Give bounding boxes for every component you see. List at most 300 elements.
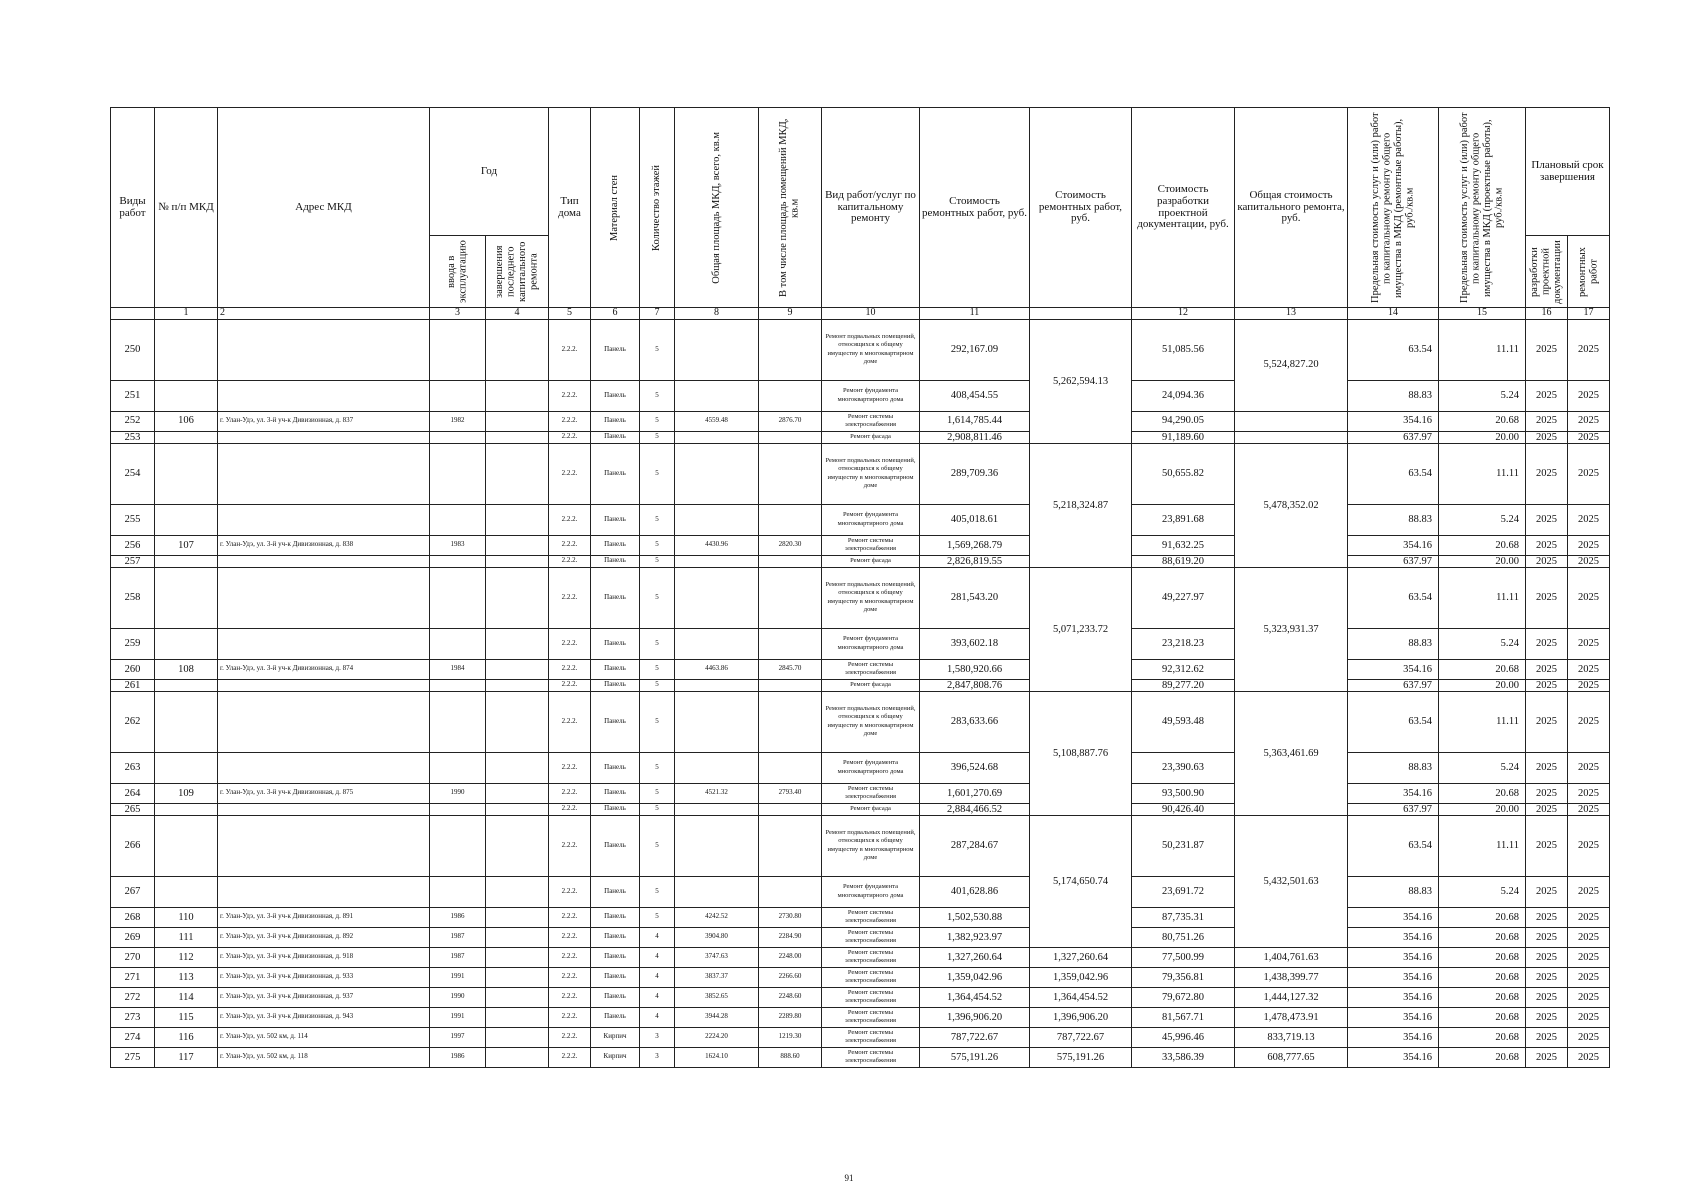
floors: 5: [640, 319, 675, 380]
table-row: [111, 783, 1610, 803]
work-type: Ремонт системы электроснабжения: [822, 927, 920, 947]
year-commission: 1997: [430, 1027, 486, 1047]
limit-repair: 354.16: [1348, 411, 1439, 431]
plan-repair-year: 2025: [1568, 947, 1610, 967]
floors: 5: [640, 659, 675, 679]
page-number: 91: [844, 1173, 854, 1183]
house-type: 2.2.2.: [549, 411, 591, 431]
table-row: [111, 628, 1610, 659]
table-row: [111, 876, 1610, 907]
total-area: 4430.96: [675, 535, 759, 555]
year-commission: 1990: [430, 783, 486, 803]
total-cost: [1235, 411, 1348, 431]
total-cost-merged: 5,478,352.02: [1235, 443, 1348, 567]
design-cost: 91,189.60: [1132, 431, 1235, 443]
wall-material: Панель: [591, 783, 640, 803]
design-cost: 23,390.63: [1132, 752, 1235, 783]
design-cost: 91,632.25: [1132, 535, 1235, 555]
total-area: 3904.80: [675, 927, 759, 947]
limit-design: 20.68: [1439, 783, 1526, 803]
limit-repair: 63.54: [1348, 319, 1439, 380]
mkd-number: [155, 380, 218, 411]
total-area: [675, 431, 759, 443]
mkd-number: [155, 876, 218, 907]
address-cell: г. Улан-Удэ, ул. 3-й уч-к Дивизионная, д. 891: [218, 907, 430, 927]
work-type: Ремонт подвальных помещений, относящихся к общему имуществу в многоквартирном доме: [822, 815, 920, 876]
floors: 3: [640, 1047, 675, 1067]
mkd-number: 115: [155, 1007, 218, 1027]
address-cell: г. Улан-Удэ, ул. 502 км, д. 118: [218, 1047, 430, 1067]
plan-design-year: 2025: [1526, 555, 1568, 567]
premises-area: [759, 752, 822, 783]
row-number: 251: [111, 380, 155, 411]
house-type: 2.2.2.: [549, 967, 591, 987]
premises-area: 2793.40: [759, 783, 822, 803]
repair-cost-merged: 5,218,324.87: [1030, 443, 1132, 567]
table-row: [111, 967, 1610, 987]
design-cost: 80,751.26: [1132, 927, 1235, 947]
design-cost: 94,290.05: [1132, 411, 1235, 431]
address-cell: г. Улан-Удэ, ул. 3-й уч-к Дивизионная, д. 875: [218, 783, 430, 803]
repair-cost: 575,191.26: [920, 1047, 1030, 1067]
column-number: 10: [822, 308, 920, 320]
total-area: [675, 691, 759, 752]
year-commission: 1984: [430, 659, 486, 679]
year-last-repair: [486, 876, 549, 907]
header-repair-cost-2: Стоимость ремонтных работ, руб.: [1030, 108, 1132, 308]
floors: 5: [640, 535, 675, 555]
header-repair-cost: Стоимость ремонтных работ, руб.: [920, 108, 1030, 308]
column-number: 8: [675, 308, 759, 320]
repair-cost-2: 1,396,906.20: [1030, 1007, 1132, 1027]
year-last-repair: [486, 628, 549, 659]
repair-cost: 2,826,819.55: [920, 555, 1030, 567]
design-cost: 24,094.36: [1132, 380, 1235, 411]
year-commission: [430, 752, 486, 783]
column-number: 17: [1568, 308, 1610, 320]
total-cost: 1,438,399.77: [1235, 967, 1348, 987]
floors: 5: [640, 803, 675, 815]
row-number: 268: [111, 907, 155, 927]
header-limit-repair: Предельная стоимость услуг и (или) работ по капитальному ремонту общего имущества в МКД (ремонтные работы), руб./кв.м: [1348, 108, 1439, 308]
house-type: 2.2.2.: [549, 987, 591, 1007]
plan-repair-year: 2025: [1568, 555, 1610, 567]
limit-repair: 354.16: [1348, 1027, 1439, 1047]
table-row: [111, 567, 1610, 628]
design-cost: 87,735.31: [1132, 907, 1235, 927]
repair-cost-merged: 5,174,650.74: [1030, 815, 1132, 947]
wall-material: Панель: [591, 679, 640, 691]
house-type: 2.2.2.: [549, 815, 591, 876]
total-area: [675, 567, 759, 628]
limit-design: 20.68: [1439, 907, 1526, 927]
repair-cost-2: 1,359,042.96: [1030, 967, 1132, 987]
mkd-number: [155, 504, 218, 535]
year-last-repair: [486, 752, 549, 783]
plan-repair-year: 2025: [1568, 752, 1610, 783]
house-type: 2.2.2.: [549, 907, 591, 927]
limit-repair: 354.16: [1348, 535, 1439, 555]
design-cost: 90,426.40: [1132, 803, 1235, 815]
table-row: [111, 1007, 1610, 1027]
house-type: 2.2.2.: [549, 691, 591, 752]
mkd-number: 107: [155, 535, 218, 555]
floors: 5: [640, 907, 675, 927]
premises-area: 2820.30: [759, 535, 822, 555]
row-number: 263: [111, 752, 155, 783]
year-last-repair: [486, 987, 549, 1007]
premises-area: [759, 691, 822, 752]
total-area: 3852.65: [675, 987, 759, 1007]
work-type: Ремонт системы электроснабжения: [822, 411, 920, 431]
row-number: 258: [111, 567, 155, 628]
premises-area: [759, 443, 822, 504]
design-cost: 49,593.48: [1132, 691, 1235, 752]
header-plan-group: Плановый срок завершения: [1526, 108, 1610, 236]
total-area: [675, 504, 759, 535]
limit-design: 20.00: [1439, 431, 1526, 443]
row-number: 264: [111, 783, 155, 803]
plan-repair-year: 2025: [1568, 967, 1610, 987]
total-area: [675, 803, 759, 815]
work-type: Ремонт фундамента многоквартирного дома: [822, 628, 920, 659]
floors: 5: [640, 443, 675, 504]
plan-repair-year: 2025: [1568, 876, 1610, 907]
total-cost: [1235, 431, 1348, 443]
table-row: [111, 987, 1610, 1007]
design-cost: 81,567.71: [1132, 1007, 1235, 1027]
header-limit-design: Предельная стоимость услуг и (или) работ по капитальному ремонту общего имущества в МКД (проектные работы), руб./кв.м: [1439, 108, 1526, 308]
total-area: [675, 380, 759, 411]
table-row: [111, 411, 1610, 431]
table-row: [111, 1047, 1610, 1067]
total-area: 4242.52: [675, 907, 759, 927]
year-last-repair: [486, 535, 549, 555]
mkd-number: 109: [155, 783, 218, 803]
work-type: Ремонт подвальных помещений, относящихся к общему имуществу в многоквартирном доме: [822, 443, 920, 504]
limit-design: 20.68: [1439, 535, 1526, 555]
year-last-repair: [486, 691, 549, 752]
wall-material: Панель: [591, 443, 640, 504]
address-cell: г. Улан-Удэ, ул. 3-й уч-к Дивизионная, д. 943: [218, 1007, 430, 1027]
plan-repair-year: 2025: [1568, 987, 1610, 1007]
work-type: Ремонт фундамента многоквартирного дома: [822, 752, 920, 783]
premises-area: 888.60: [759, 1047, 822, 1067]
floors: 5: [640, 380, 675, 411]
row-number: 272: [111, 987, 155, 1007]
design-cost: 51,085.56: [1132, 319, 1235, 380]
plan-design-year: 2025: [1526, 691, 1568, 752]
header-design-cost: Стоимость разработки проектной документации, руб.: [1132, 108, 1235, 308]
limit-repair: 637.97: [1348, 431, 1439, 443]
repair-cost: 287,284.67: [920, 815, 1030, 876]
limit-design: 11.11: [1439, 319, 1526, 380]
mkd-number: 111: [155, 927, 218, 947]
premises-area: [759, 876, 822, 907]
column-number: [1030, 308, 1132, 320]
table-row: [111, 504, 1610, 535]
premises-area: 2284.90: [759, 927, 822, 947]
row-number: 261: [111, 679, 155, 691]
limit-repair: 354.16: [1348, 783, 1439, 803]
work-type: Ремонт подвальных помещений, относящихся к общему имуществу в многоквартирном доме: [822, 691, 920, 752]
mkd-number: [155, 628, 218, 659]
year-last-repair: [486, 443, 549, 504]
mkd-number: 108: [155, 659, 218, 679]
address-cell: [218, 691, 430, 752]
total-cost: 1,404,761.63: [1235, 947, 1348, 967]
column-number: 16: [1526, 308, 1568, 320]
limit-repair: 354.16: [1348, 927, 1439, 947]
address-cell: [218, 679, 430, 691]
repair-cost-2: 1,327,260.64: [1030, 947, 1132, 967]
mkd-number: [155, 752, 218, 783]
wall-material: Панель: [591, 927, 640, 947]
limit-design: 20.68: [1439, 1007, 1526, 1027]
wall-material: Панель: [591, 947, 640, 967]
limit-design: 20.68: [1439, 967, 1526, 987]
total-area: [675, 679, 759, 691]
address-cell: [218, 504, 430, 535]
table-row: [111, 1027, 1610, 1047]
plan-design-year: 2025: [1526, 967, 1568, 987]
house-type: 2.2.2.: [549, 927, 591, 947]
repair-cost: 2,884,466.52: [920, 803, 1030, 815]
design-cost: 33,586.39: [1132, 1047, 1235, 1067]
year-last-repair: [486, 504, 549, 535]
limit-repair: 354.16: [1348, 1047, 1439, 1067]
mkd-number: 116: [155, 1027, 218, 1047]
address-cell: [218, 628, 430, 659]
limit-design: 20.68: [1439, 947, 1526, 967]
year-commission: [430, 815, 486, 876]
repair-cost: 283,633.66: [920, 691, 1030, 752]
repair-cost: 1,364,454.52: [920, 987, 1030, 1007]
plan-design-year: 2025: [1526, 783, 1568, 803]
row-number: 254: [111, 443, 155, 504]
plan-repair-year: 2025: [1568, 907, 1610, 927]
address-cell: [218, 815, 430, 876]
repair-cost: 787,722.67: [920, 1027, 1030, 1047]
wall-material: Панель: [591, 1007, 640, 1027]
header-total-area: Общая площадь МКД, всего, кв.м: [675, 108, 759, 308]
limit-repair: 637.97: [1348, 679, 1439, 691]
year-commission: [430, 380, 486, 411]
floors: 5: [640, 679, 675, 691]
wall-material: Панель: [591, 907, 640, 927]
repair-cost: 1,569,268.79: [920, 535, 1030, 555]
address-cell: г. Улан-Удэ, ул. 3-й уч-к Дивизионная, д. 933: [218, 967, 430, 987]
wall-material: Панель: [591, 535, 640, 555]
plan-repair-year: 2025: [1568, 691, 1610, 752]
house-type: 2.2.2.: [549, 783, 591, 803]
repair-cost: 292,167.09: [920, 319, 1030, 380]
limit-design: 5.24: [1439, 628, 1526, 659]
address-cell: [218, 752, 430, 783]
floors: 5: [640, 411, 675, 431]
address-cell: г. Улан-Удэ, ул. 502 км, д. 114: [218, 1027, 430, 1047]
header-year-commission: ввода в эксплуатацию: [430, 236, 486, 308]
wall-material: Кирпич: [591, 1027, 640, 1047]
row-number: 256: [111, 535, 155, 555]
plan-design-year: 2025: [1526, 752, 1568, 783]
plan-repair-year: 2025: [1568, 443, 1610, 504]
address-cell: [218, 380, 430, 411]
house-type: 2.2.2.: [549, 752, 591, 783]
limit-repair: 354.16: [1348, 659, 1439, 679]
year-commission: 1983: [430, 535, 486, 555]
limit-repair: 88.83: [1348, 876, 1439, 907]
limit-design: 11.11: [1439, 815, 1526, 876]
total-area: [675, 555, 759, 567]
premises-area: [759, 803, 822, 815]
premises-area: 2266.60: [759, 967, 822, 987]
limit-repair: 354.16: [1348, 987, 1439, 1007]
header-work-type: Вид работ/услуг по капитальному ремонту: [822, 108, 920, 308]
floors: 5: [640, 504, 675, 535]
year-commission: 1986: [430, 1047, 486, 1067]
mkd-number: 114: [155, 987, 218, 1007]
column-number: 2: [218, 308, 430, 320]
plan-repair-year: 2025: [1568, 380, 1610, 411]
address-cell: [218, 443, 430, 504]
header-mkd-number: № п/п МКД: [155, 108, 218, 308]
year-commission: [430, 628, 486, 659]
column-number: 11: [920, 308, 1030, 320]
table-row: [111, 380, 1610, 411]
year-commission: [430, 691, 486, 752]
premises-area: [759, 679, 822, 691]
column-number: 9: [759, 308, 822, 320]
total-area: [675, 876, 759, 907]
table-row: [111, 691, 1610, 752]
work-type: Ремонт системы электроснабжения: [822, 1007, 920, 1027]
mkd-number: [155, 555, 218, 567]
house-type: 2.2.2.: [549, 876, 591, 907]
table-row: [111, 679, 1610, 691]
premises-area: [759, 504, 822, 535]
mkd-number: 106: [155, 411, 218, 431]
design-cost: 23,891.68: [1132, 504, 1235, 535]
wall-material: Панель: [591, 803, 640, 815]
floors: 4: [640, 967, 675, 987]
row-number: 262: [111, 691, 155, 752]
plan-repair-year: 2025: [1568, 1027, 1610, 1047]
work-type: Ремонт системы электроснабжения: [822, 987, 920, 1007]
premises-area: 2845.70: [759, 659, 822, 679]
row-number: 257: [111, 555, 155, 567]
wall-material: Панель: [591, 752, 640, 783]
plan-design-year: 2025: [1526, 679, 1568, 691]
row-number: 271: [111, 967, 155, 987]
year-last-repair: [486, 907, 549, 927]
header-row-1: [111, 108, 1610, 236]
design-cost: 23,691.72: [1132, 876, 1235, 907]
work-type: Ремонт системы электроснабжения: [822, 947, 920, 967]
repair-cost: 405,018.61: [920, 504, 1030, 535]
repair-cost: 393,602.18: [920, 628, 1030, 659]
limit-repair: 63.54: [1348, 691, 1439, 752]
design-cost: 79,672.80: [1132, 987, 1235, 1007]
header-wall-material: Материал стен: [591, 108, 640, 308]
column-number: 7: [640, 308, 675, 320]
mkd-number: [155, 567, 218, 628]
repair-cost-2: 1,364,454.52: [1030, 987, 1132, 1007]
plan-design-year: 2025: [1526, 927, 1568, 947]
column-number: 4: [486, 308, 549, 320]
year-commission: [430, 431, 486, 443]
mkd-number: [155, 679, 218, 691]
design-cost: 79,356.81: [1132, 967, 1235, 987]
year-commission: [430, 803, 486, 815]
repair-cost: 396,524.68: [920, 752, 1030, 783]
repair-cost: 281,543.20: [920, 567, 1030, 628]
total-area: 3944.28: [675, 1007, 759, 1027]
plan-design-year: 2025: [1526, 803, 1568, 815]
plan-design-year: 2025: [1526, 504, 1568, 535]
year-last-repair: [486, 1007, 549, 1027]
limit-design: 11.11: [1439, 691, 1526, 752]
table-row: [111, 815, 1610, 876]
plan-repair-year: 2025: [1568, 783, 1610, 803]
row-number: 260: [111, 659, 155, 679]
premises-area: 2730.80: [759, 907, 822, 927]
plan-repair-year: 2025: [1568, 1047, 1610, 1067]
limit-repair: 88.83: [1348, 752, 1439, 783]
plan-design-year: 2025: [1526, 1007, 1568, 1027]
plan-design-year: 2025: [1526, 628, 1568, 659]
mkd-number: [155, 443, 218, 504]
premises-area: [759, 380, 822, 411]
floors: 4: [640, 987, 675, 1007]
repair-cost-merged: 5,071,233.72: [1030, 567, 1132, 691]
table-row: [111, 907, 1610, 927]
total-area: [675, 752, 759, 783]
floors: 5: [640, 783, 675, 803]
column-number: 13: [1235, 308, 1348, 320]
year-last-repair: [486, 947, 549, 967]
row-number: 259: [111, 628, 155, 659]
total-area: [675, 443, 759, 504]
column-number-row: [111, 308, 1610, 320]
work-type: Ремонт фасада: [822, 555, 920, 567]
house-type: 2.2.2.: [549, 679, 591, 691]
limit-design: 20.00: [1439, 679, 1526, 691]
house-type: 2.2.2.: [549, 1047, 591, 1067]
repair-cost: 1,359,042.96: [920, 967, 1030, 987]
table-row: [111, 319, 1610, 380]
address-cell: [218, 319, 430, 380]
repair-cost: 1,580,920.66: [920, 659, 1030, 679]
plan-design-year: 2025: [1526, 319, 1568, 380]
column-number: 3: [430, 308, 486, 320]
premises-area: 2876.70: [759, 411, 822, 431]
plan-repair-year: 2025: [1568, 567, 1610, 628]
year-last-repair: [486, 679, 549, 691]
limit-repair: 88.83: [1348, 628, 1439, 659]
repair-cost: 1,502,530.88: [920, 907, 1030, 927]
year-last-repair: [486, 783, 549, 803]
limit-design: 20.68: [1439, 927, 1526, 947]
address-cell: [218, 431, 430, 443]
design-cost: 92,312.62: [1132, 659, 1235, 679]
plan-design-year: 2025: [1526, 876, 1568, 907]
repair-cost-2: 575,191.26: [1030, 1047, 1132, 1067]
work-type: Ремонт фасада: [822, 803, 920, 815]
plan-repair-year: 2025: [1568, 679, 1610, 691]
work-type: Ремонт фундамента многоквартирного дома: [822, 380, 920, 411]
premises-area: [759, 555, 822, 567]
